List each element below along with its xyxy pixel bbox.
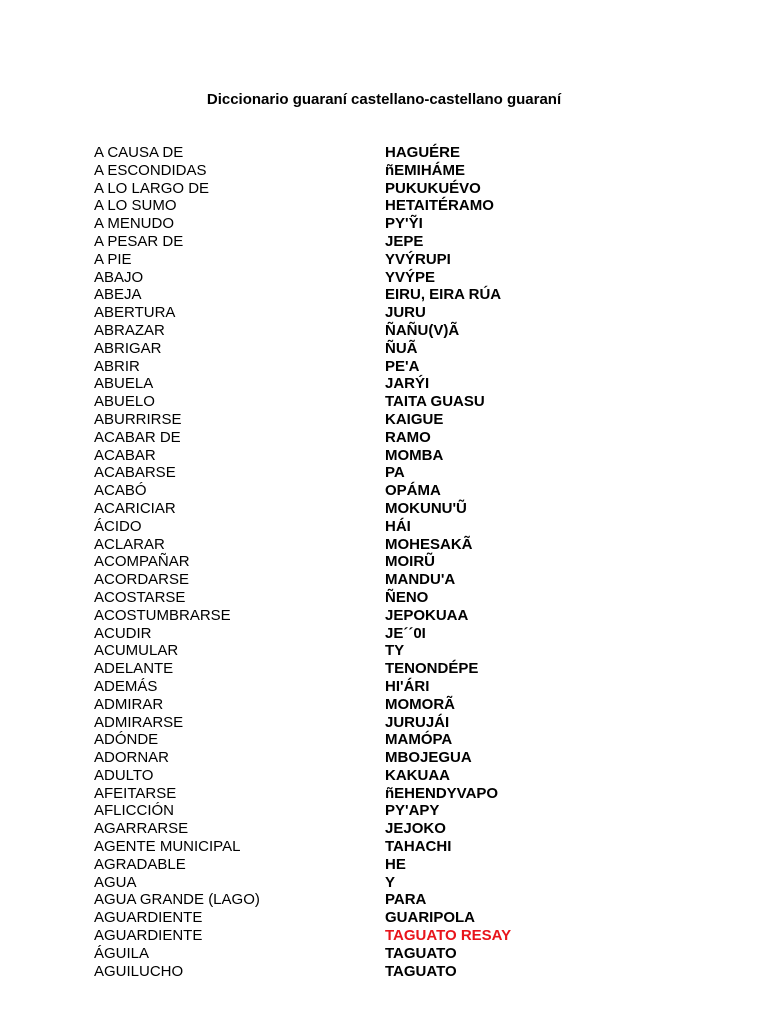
dictionary-entry [0, 500, 768, 518]
spanish-term: AGUA GRANDE (LAGO) [94, 891, 260, 909]
guarani-term: TAGUATO [385, 944, 457, 962]
guarani-term: TENONDÉPE [385, 660, 479, 678]
guarani-term: HÁI [385, 517, 411, 535]
guarani-term: PE'A [385, 357, 420, 375]
dictionary-entry [0, 447, 768, 465]
guarani-term: TY [385, 642, 405, 660]
spanish-term: ACUMULAR [94, 642, 179, 660]
spanish-term: ADMIRARSE [94, 713, 184, 731]
guarani-term: JEJOKO [385, 820, 446, 838]
spanish-term: AGRADABLE [94, 855, 186, 873]
guarani-term: ÑUÃ [385, 339, 418, 357]
spanish-term: ABUELO [94, 393, 155, 411]
dictionary-entry [0, 874, 768, 892]
guarani-term: ñEHENDYVAPO [385, 784, 499, 802]
spanish-term: ABRIGAR [94, 339, 162, 357]
guarani-term: MBOJEGUA [385, 749, 472, 767]
dictionary-entry [0, 856, 768, 874]
guarani-term: JEPE [385, 232, 424, 250]
spanish-term: A ESCONDIDAS [94, 161, 207, 179]
dictionary-entry [0, 927, 768, 945]
guarani-term: KAIGUE [385, 410, 444, 428]
spanish-term: ACOSTARSE [94, 588, 186, 606]
spanish-term: ACABAR [94, 446, 156, 464]
dictionary-entry [0, 767, 768, 785]
dictionary-entry [0, 269, 768, 287]
spanish-term: ABEJA [94, 286, 142, 304]
dictionary-entry [0, 429, 768, 447]
guarani-term: TAGUATO [385, 962, 457, 980]
dictionary-entry [0, 731, 768, 749]
dictionary-entry [0, 482, 768, 500]
dictionary-entry [0, 304, 768, 322]
dictionary-entry [0, 678, 768, 696]
spanish-term: AGARRARSE [94, 820, 189, 838]
dictionary-entry [0, 909, 768, 927]
dictionary-entry [0, 802, 768, 820]
guarani-term: PY'APY [385, 802, 440, 820]
guarani-term: MANDU'A [385, 571, 456, 589]
guarani-term: OPÁMA [385, 482, 441, 500]
spanish-term: ADORNAR [94, 749, 170, 767]
spanish-term: ACABAR DE [94, 428, 181, 446]
dictionary-entry [0, 589, 768, 607]
spanish-term: AGENTE MUNICIPAL [94, 838, 241, 856]
guarani-term: TAHACHI [385, 838, 452, 856]
spanish-term: AGUA [94, 873, 137, 891]
guarani-term: JURUJÁI [385, 713, 450, 731]
guarani-term: ÑAÑU(V)Ã [385, 321, 460, 339]
dictionary-entry [0, 393, 768, 411]
guarani-term: KAKUAA [385, 766, 450, 784]
dictionary-entry [0, 838, 768, 856]
guarani-term: PARA [385, 891, 427, 909]
spanish-term: ADEMÁS [94, 677, 158, 695]
guarani-term: MOIRŨ [385, 553, 435, 571]
guarani-term: MOKUNU'Ũ [385, 499, 467, 517]
spanish-term: A PIE [94, 250, 132, 268]
guarani-term: HE [385, 855, 406, 873]
guarani-term: PA [385, 464, 405, 482]
spanish-term: ACLARAR [94, 535, 165, 553]
dictionary-entry [0, 571, 768, 589]
spanish-term: AGUILUCHO [94, 962, 184, 980]
dictionary-entry [0, 625, 768, 643]
dictionary-entry [0, 464, 768, 482]
dictionary-entry [0, 144, 768, 162]
spanish-term: ABAJO [94, 268, 144, 286]
spanish-term: ACOSTUMBRARSE [94, 606, 231, 624]
spanish-term: ÁGUILA [94, 944, 150, 962]
dictionary-entry [0, 358, 768, 376]
dictionary-entry [0, 660, 768, 678]
dictionary-entry [0, 197, 768, 215]
spanish-term: ADMIRAR [94, 695, 164, 713]
spanish-term: ABUELA [94, 375, 154, 393]
spanish-term: A PESAR DE [94, 232, 184, 250]
spanish-term: ACORDARSE [94, 571, 190, 589]
dictionary-entry [0, 536, 768, 554]
dictionary-entry [0, 642, 768, 660]
guarani-term: JEPOKUAA [385, 606, 469, 624]
dictionary-entry [0, 820, 768, 838]
guarani-term: Y [385, 873, 396, 891]
spanish-term: ACARICIAR [94, 499, 176, 517]
guarani-term: TAGUATO RESAY [385, 927, 512, 945]
spanish-term: ADÓNDE [94, 731, 159, 749]
guarani-term: JE´´0I [385, 624, 426, 642]
guarani-term: GUARIPOLA [385, 909, 475, 927]
spanish-term: ACABÓ [94, 482, 147, 500]
guarani-term: YVÝRUPI [385, 250, 451, 268]
guarani-term: JARÝI [385, 375, 430, 393]
spanish-term: A MENUDO [94, 215, 175, 233]
guarani-term: RAMO [385, 428, 431, 446]
spanish-term: ABERTURA [94, 304, 176, 322]
dictionary-entry [0, 714, 768, 732]
spanish-term: ABRIR [94, 357, 140, 375]
guarani-term: EIRU, EIRA RÚA [385, 286, 502, 304]
guarani-term: HAGUÉRE [385, 144, 461, 161]
dictionary-entry [0, 215, 768, 233]
spanish-term: AFEITARSE [94, 784, 177, 802]
guarani-term: MOMBA [385, 446, 444, 464]
spanish-term: AGUARDIENTE [94, 927, 203, 945]
guarani-term: MAMÓPA [385, 731, 453, 749]
guarani-term: JURU [385, 304, 426, 322]
page-title: Diccionario guaraní castellano-castellano guaraní [206, 91, 562, 108]
dictionary-entry [0, 340, 768, 358]
dictionary-entry [0, 553, 768, 571]
spanish-term: A LO LARGO DE [94, 179, 210, 197]
dictionary-entry [0, 891, 768, 909]
guarani-term: YVÝPE [385, 268, 436, 286]
dictionary-entry [0, 162, 768, 180]
spanish-term: ABURRIRSE [94, 410, 182, 428]
dictionary-entry [0, 322, 768, 340]
spanish-term: A CAUSA DE [94, 144, 184, 161]
spanish-term: ÁCIDO [94, 517, 142, 535]
guarani-term: ÑENO [385, 588, 429, 606]
entry-list [0, 144, 768, 980]
dictionary-entry [0, 233, 768, 251]
guarani-term: PY'ỸI [385, 215, 423, 233]
guarani-term: HETAITÉRAMO [385, 197, 494, 215]
dictionary-entry [0, 749, 768, 767]
dictionary-entry [0, 286, 768, 304]
dictionary-entry [0, 785, 768, 803]
spanish-term: ACABARSE [94, 464, 176, 482]
spanish-term: AGUARDIENTE [94, 909, 203, 927]
guarani-term: ñEMIHÁME [385, 161, 465, 179]
dictionary-entry [0, 963, 768, 981]
spanish-term: ACUDIR [94, 624, 152, 642]
dictionary-entry [0, 518, 768, 536]
guarani-term: PUKUKUÉVO [385, 179, 481, 197]
guarani-term: MOHESAKÃ [385, 535, 473, 553]
spanish-term: A LO SUMO [94, 197, 177, 215]
dictionary-entry [0, 696, 768, 714]
dictionary-entry [0, 411, 768, 429]
guarani-term: MOMORÃ [385, 695, 455, 713]
dictionary-entry [0, 180, 768, 198]
dictionary-entry [0, 251, 768, 269]
spanish-term: AFLICCIÓN [94, 802, 175, 820]
dictionary-entry [0, 607, 768, 625]
guarani-term: HI'ÁRI [385, 677, 430, 695]
spanish-term: ABRAZAR [94, 321, 165, 339]
guarani-term: TAITA GUASU [385, 393, 485, 411]
dictionary-entry [0, 945, 768, 963]
spanish-term: ADULTO [94, 766, 154, 784]
spanish-term: ADELANTE [94, 660, 174, 678]
dictionary-entry [0, 375, 768, 393]
spanish-term: ACOMPAÑAR [94, 553, 190, 571]
